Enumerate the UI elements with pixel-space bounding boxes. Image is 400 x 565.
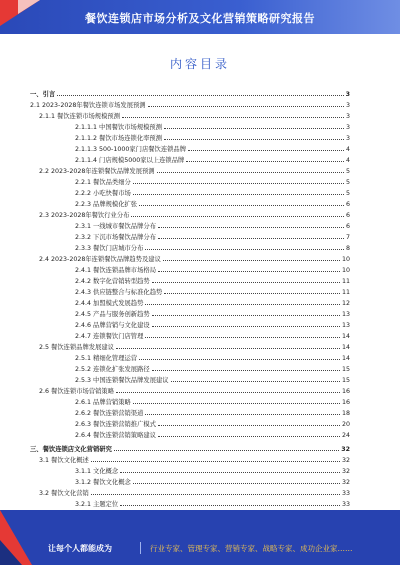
toc-leader-dots [91, 487, 340, 495]
toc-entry-label: 2.2.1 餐饮品类细分 [75, 179, 131, 186]
toc-leader-dots [145, 407, 340, 415]
toc-entry[interactable] [30, 297, 350, 308]
toc-entry[interactable] [30, 132, 350, 143]
toc-entry-label: 2.4.5 产品与服务创新趋势 [75, 311, 150, 318]
toc-leader-dots [158, 220, 344, 228]
toc-leader-dots [145, 242, 344, 250]
toc-entry-page: 32 [341, 479, 350, 486]
toc-entry[interactable] [30, 308, 350, 319]
toc-entry[interactable] [30, 443, 350, 454]
toc-entry-page: 12 [341, 300, 350, 307]
toc-entry-page: 15 [341, 377, 350, 384]
toc-entry-label: 2.6.3 餐饮连锁营销推广模式 [75, 421, 156, 428]
toc-leader-dots [164, 121, 344, 129]
toc-entry-label: 2.5.2 连锁化扩张发展路径 [75, 366, 150, 373]
toc-entry[interactable] [30, 487, 350, 498]
toc-entry[interactable] [30, 286, 350, 297]
toc-leader-dots [152, 363, 340, 371]
toc-entry-page: 14 [341, 344, 350, 351]
toc-entry-page: 3 [345, 135, 350, 142]
toc-entry[interactable] [30, 110, 350, 121]
toc-entry[interactable] [30, 220, 350, 231]
toc-entry-label: 2.2.2 小吃快餐市场 [75, 190, 131, 197]
toc-entry-page: 24 [341, 432, 350, 439]
toc-entry-label: 2.4.4 加盟模式发展趋势 [75, 300, 144, 307]
toc-entry-page: 4 [345, 146, 350, 153]
toc-entry-page: 5 [345, 168, 350, 175]
toc-entry[interactable] [30, 352, 350, 363]
toc-entry[interactable] [30, 88, 350, 99]
toc-entry-page: 18 [341, 410, 350, 417]
toc-entry-page: 3 [345, 113, 350, 120]
toc-entry[interactable] [30, 454, 350, 465]
toc-leader-dots [139, 352, 340, 360]
toc-leader-dots [133, 396, 340, 404]
toc-leader-dots [139, 198, 344, 206]
toc-leader-dots [152, 319, 340, 327]
toc-entry[interactable] [30, 121, 350, 132]
toc-entry-label: 3.2 餐饮文化营销 [39, 490, 89, 497]
toc-leader-dots [188, 143, 344, 151]
toc-entry[interactable] [30, 165, 350, 176]
footer-slogan: 让每个人都能成为 [48, 544, 112, 553]
toc-entry[interactable] [30, 143, 350, 154]
footer-divider [140, 542, 141, 554]
toc-leader-dots [186, 154, 344, 162]
toc-entry-label: 2.5 餐饮连锁品牌发展建议 [39, 344, 114, 351]
toc-entry-label: 2.4.6 品牌营销与文化建设 [75, 322, 150, 329]
toc-leader-dots [122, 110, 344, 118]
toc-entry[interactable] [30, 465, 350, 476]
toc-entry-label: 2.6.4 餐饮连锁营销策略建议 [75, 432, 156, 439]
toc-entry-label: 3.1.1 文化概念 [75, 468, 119, 475]
toc-leader-dots [57, 88, 343, 96]
toc-entry-label: 2.5.3 中国连锁餐饮品牌发展建议 [75, 377, 169, 384]
toc-entry-label: 3.2.1 主题定位 [75, 501, 119, 508]
toc-entry-page: 8 [345, 245, 350, 252]
toc-entry-page: 10 [341, 267, 350, 274]
toc-entry-label: 2.1.1.4 门店规模5000家以上连锁品牌 [75, 157, 185, 164]
toc-leader-dots [91, 454, 340, 462]
toc-leader-dots [120, 465, 340, 473]
toc-entry[interactable] [30, 198, 350, 209]
toc-entry[interactable] [30, 253, 350, 264]
toc-leader-dots [163, 253, 340, 261]
toc-entry-label: 3.1.2 餐饮文化概念 [75, 479, 131, 486]
toc-entry-page: 6 [345, 201, 350, 208]
toc-entry[interactable] [30, 418, 350, 429]
toc-entry-page: 32 [341, 446, 350, 453]
toc-entry-page: 10 [341, 256, 350, 263]
toc-leader-dots [158, 231, 344, 239]
toc-leader-dots [164, 286, 340, 294]
toc-entry-label: 2.6.2 餐饮连锁营销渠道 [75, 410, 144, 417]
toc-entry[interactable] [30, 187, 350, 198]
toc-entry-page: 3 [345, 102, 350, 109]
toc-entry[interactable] [30, 363, 350, 374]
toc-entry-label: 2.2.3 品牌规模化扩张 [75, 201, 138, 208]
toc-entry[interactable] [30, 242, 350, 253]
toc-leader-dots [171, 374, 340, 382]
toc-entry[interactable] [30, 374, 350, 385]
toc-leader-dots [133, 176, 344, 184]
toc-entry-page: 4 [345, 157, 350, 164]
toc-entry-page: 33 [341, 490, 350, 497]
toc-entry-page: 14 [341, 355, 350, 362]
toc-leader-dots [133, 187, 344, 195]
toc-entry-label: 2.6.1 品牌营销策略 [75, 399, 131, 406]
toc-entry-page: 13 [341, 311, 350, 318]
toc-entry-label: 2.1 2023-2028年餐饮连锁市场发展预测 [30, 102, 146, 109]
toc-entry[interactable] [30, 498, 350, 509]
toc-heading: 内容目录 [169, 57, 230, 71]
toc-leader-dots [152, 308, 340, 316]
toc-entry-label: 2.1.1 餐饮连锁市场规模预测 [39, 113, 120, 120]
toc-entry-label: 2.4.1 餐饮连锁品牌市场格局 [75, 267, 156, 274]
toc-entry-page: 32 [341, 457, 350, 464]
toc-entry-page: 5 [345, 179, 350, 186]
toc-entry[interactable] [30, 231, 350, 242]
toc-leader-dots [114, 443, 339, 451]
toc-entry[interactable] [30, 385, 350, 396]
toc-entry-page: 11 [341, 289, 350, 296]
toc-entry-label: 2.3.1 一线城市餐饮品牌分布 [75, 223, 156, 230]
toc-entry-label: 2.2 2023-2028年连锁餐饮品牌发展预测 [39, 168, 155, 175]
toc-entry-page: 6 [345, 212, 350, 219]
toc-entry[interactable] [30, 176, 350, 187]
toc-leader-dots [131, 209, 344, 217]
toc-entry-label: 2.4 2023-2028年连锁餐饮品牌趋势及建议 [39, 256, 161, 263]
toc-entry-label: 三、餐饮连锁店文化营销研究 [30, 446, 112, 453]
toc-entry-page: 13 [341, 322, 350, 329]
toc-leader-dots [116, 385, 340, 393]
toc-entry-label: 2.4.7 连锁餐饮门店管理 [75, 333, 144, 340]
toc-leader-dots [148, 99, 344, 107]
toc-leader-dots [145, 297, 340, 305]
toc-entry-label: 3.1 餐饮文化概述 [39, 457, 89, 464]
toc-leader-dots [152, 275, 340, 283]
toc-entry-label: 2.5.1 精细化管理运营 [75, 355, 138, 362]
report-title: 餐饮连锁店市场分析及文化营销策略研究报告 [85, 12, 315, 25]
toc-entry-page: 5 [345, 190, 350, 197]
toc-entry[interactable] [30, 407, 350, 418]
toc-entry-page: 33 [341, 501, 350, 508]
toc-entry-page: 16 [341, 399, 350, 406]
toc-entry-page: 6 [345, 223, 350, 230]
toc-entry[interactable] [30, 341, 350, 352]
toc-entry[interactable] [30, 264, 350, 275]
toc-entry-label: 2.3.3 餐饮门店城市分布 [75, 245, 144, 252]
toc-leader-dots [158, 418, 340, 426]
toc-leader-dots [158, 264, 340, 272]
toc-entry[interactable] [30, 330, 350, 341]
toc-entry-page: 3 [345, 91, 350, 98]
toc-entry-label: 一、引言 [30, 91, 56, 98]
toc-entry[interactable] [30, 99, 350, 110]
toc-leader-dots [133, 476, 340, 484]
toc-entry-label: 2.4.3 供应链整合与标准化趋势 [75, 289, 163, 296]
toc-entry[interactable] [30, 319, 350, 330]
toc-leader-dots [158, 429, 340, 437]
toc-entry[interactable] [30, 396, 350, 407]
toc-leader-dots [145, 330, 340, 338]
toc-entry-page: 15 [341, 366, 350, 373]
footer-dark-accent [0, 540, 22, 565]
toc-entry[interactable] [30, 209, 350, 220]
toc-leader-dots [164, 132, 344, 140]
toc-entry[interactable] [30, 476, 350, 487]
footer-tagline: 行业专家、管理专家、营销专家、战略专家、成功企业家…… [150, 544, 353, 553]
toc-entry-page: 7 [345, 234, 350, 241]
toc-leader-dots [157, 165, 344, 173]
toc-leader-dots [116, 341, 340, 349]
toc-entry-page: 14 [341, 333, 350, 340]
toc-entry-label: 2.4.2 数字化营销转型趋势 [75, 278, 150, 285]
toc-entry[interactable] [30, 429, 350, 440]
toc-entry-page: 32 [341, 468, 350, 475]
toc-entry-page: 3 [345, 124, 350, 131]
toc-entry-page: 16 [341, 388, 350, 395]
toc-entry-label: 2.3.2 下沉市场餐饮品牌分布 [75, 234, 156, 241]
toc-entry-label: 2.1.1.3 500-1000家门店餐饮连锁品牌 [75, 146, 187, 153]
toc-entry-label: 2.6 餐饮连锁市场营销策略 [39, 388, 114, 395]
toc-entry-page: 11 [341, 278, 350, 285]
toc-entry-label: 2.1.1.2 餐饮市场连锁化率预测 [75, 135, 163, 142]
toc-entry-label: 2.3 2023-2028年餐饮行业分布 [39, 212, 130, 219]
toc-leader-dots [120, 498, 340, 506]
footer-bar [0, 510, 400, 565]
toc-entry-page: 20 [341, 421, 350, 428]
toc-entry[interactable] [30, 154, 350, 165]
table-of-contents [30, 88, 350, 531]
toc-entry[interactable] [30, 275, 350, 286]
toc-entry-label: 2.1.1.1 中国餐饮市场规模预测 [75, 124, 163, 131]
